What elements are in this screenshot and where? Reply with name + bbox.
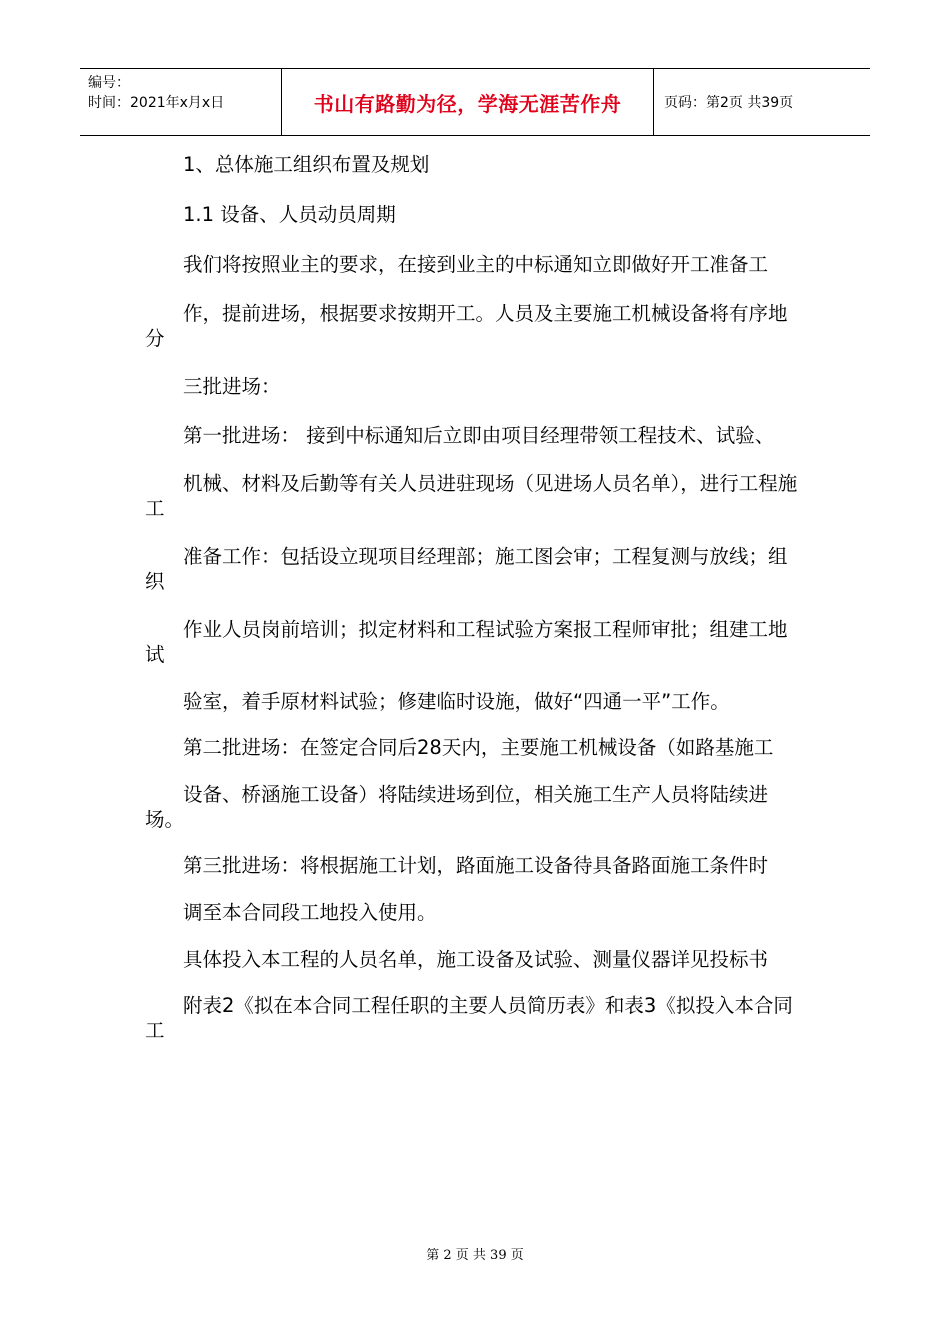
- paragraph: 作业人员岗前培训；拟定材料和工程试验方案报工程师审批；组建工地试: [145, 618, 788, 666]
- paragraph: 1.1 设备、人员动员周期: [183, 203, 396, 226]
- header-meta-cell: [80, 69, 282, 135]
- paragraph: 作，提前进场，根据要求按期开工。人员及主要施工机械设备将有序地分: [145, 302, 788, 350]
- header-page-info: 页码：第2页 共39页: [664, 95, 794, 111]
- serial-label: 编号：: [88, 75, 130, 91]
- paragraph: 机械、材料及后勤等有关人员进驻现场（见进场人员名单），进行工程施工: [145, 472, 798, 520]
- paragraph: 第一批进场： 接到中标通知后立即由项目经理带领工程技术、试验、: [183, 424, 775, 447]
- paragraph: 1、总体施工组织布置及规划: [183, 153, 430, 176]
- paragraph: 第三批进场：将根据施工计划，路面施工设备待具备路面施工条件时: [183, 854, 769, 877]
- paragraph: 验室，着手原材料试验；修建临时设施，做好“四通一平”工作。: [183, 690, 730, 713]
- paragraph: 具体投入本工程的人员名单，施工设备及试验、测量仪器详见投标书: [183, 948, 769, 971]
- page-footer: 第 2 页 共 39 页: [426, 1248, 524, 1263]
- paragraph: 设备、桥涵施工设备）将陆续进场到位，相关施工生产人员将陆续进场。: [145, 783, 769, 831]
- paragraph: 准备工作：包括设立现项目经理部；施工图会审；工程复测与放线；组织: [145, 545, 788, 593]
- paragraph: 附表2《拟在本合同工程任职的主要人员简历表》和表3《拟投入本合同工: [145, 994, 793, 1042]
- page-header: [80, 68, 870, 136]
- paragraph: 三批进场：: [183, 375, 281, 398]
- document-body: [145, 152, 805, 1043]
- header-motto: 书山有路勤为径，学海无涯苦作舟: [282, 69, 654, 135]
- paragraph: 第二批进场：在签定合同后28天内，主要施工机械设备（如路基施工: [183, 736, 774, 759]
- paragraph: 调至本合同段工地投入使用。: [183, 901, 437, 924]
- time-label: 时间：2021年x月x日: [88, 95, 225, 111]
- paragraph: 我们将按照业主的要求，在接到业主的中标通知立即做好开工准备工: [183, 253, 769, 276]
